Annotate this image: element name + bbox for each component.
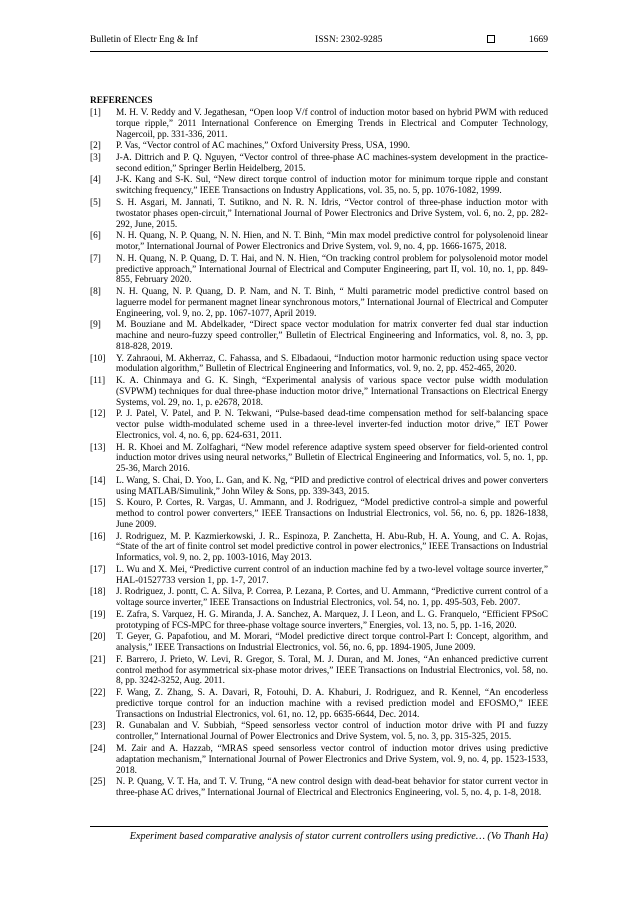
reference-item	[90, 610, 548, 632]
reference-number: [9]	[90, 320, 101, 331]
reference-number: [12]	[90, 409, 106, 420]
page-number: 1669	[528, 34, 548, 45]
reference-item	[90, 498, 548, 530]
reference-number: [1]	[90, 108, 101, 118]
reference-number: [25]	[90, 777, 106, 788]
reference-item	[90, 409, 548, 441]
reference-number: [18]	[90, 587, 106, 598]
reference-item	[90, 721, 548, 743]
reference-number: [21]	[90, 654, 106, 665]
reference-number: [24]	[90, 743, 106, 754]
reference-text: N. H. Quang, N. P. Quang, D. T. Hai, and N. N. Hien, “On tracking control problem for polysolenoid motor model predictive approach,” International Journal of Electrical and Computer Engineering, part II, vol. 10, no. 1, pp. 849-855, February 2020.	[116, 253, 548, 286]
reference-number: [16]	[90, 531, 106, 542]
reference-item	[90, 141, 548, 152]
reference-text: P. Vas, “Vector control of AC machines,” Oxford University Press, USA, 1990.	[116, 141, 410, 152]
reference-text: J. Rodriguez, M. P. Kazmierkowski, J. R.. Espinoza, P. Zanchetta, H. Abu-Rub, H. A. Young, and C. A. Rojas, “State of the art of finite control set model predictive control in power electronics,” IEEE Transactions on Industrial Informatics, vol. 9, no. 2, pp. 1003-1016, May 2013.	[116, 531, 548, 564]
reference-text: N. P. Quang, V. T. Ha, and T. V. Trung, “A new control design with dead-beat behavior for stator current vector in three-phase AC drives,” International Journal of Electrical and Electronics Engineering, vol. 5, no. 4, p. 1-8, 2018.	[116, 777, 548, 798]
reference-text: N. H. Quang, N. P. Quang, N. N. Hien, and N. T. Binh, “Min max model predictive control for polysolenoid linear motor,” International Journal of Power Electronics and Drive System, vol. 9, no. 4, pp. 1666-1675, 2018.	[116, 231, 548, 253]
reference-item	[90, 777, 548, 799]
header-rule	[90, 51, 548, 52]
reference-item	[90, 688, 548, 720]
reference-text: M. H. V. Reddy and V. Jegathesan, “Open loop V/f control of induction motor based on hybrid PWM with reduced torque ripple,” 2011 International Conference on Emerging Trends in Electrical and Computer Technology, Nagercoil, pp. 331-336, 2011.	[116, 108, 548, 140]
reference-text: J. Rodriguez, J. pontt, C. A. Silva, P. Correa, P. Lezana, P. Cortes, and U. Ammann, “Predictive current control of a voltage source inverter,” IEEE Transactions on Industrial Electronics, vol. 54, no. 1, pp. 495-503, Feb. 2007.	[116, 587, 548, 609]
reference-item	[90, 655, 548, 687]
reference-number: [14]	[90, 475, 106, 486]
reference-item	[90, 231, 548, 253]
checkbox-square-icon	[487, 35, 495, 43]
reference-text: N. H. Quang, N. P. Quang, D. P. Nam, and N. T. Binh, “ Multi parametric model predictive control based on laguerre model for permanent magnet linear synchronous motors,” International Journal of Electrical and Computer Engineering, vol. 9, no. 2, pp. 1067-1077, April 2019.	[116, 286, 548, 319]
reference-number: [22]	[90, 688, 106, 699]
reference-item	[90, 443, 548, 475]
issn: ISSN: 2302-9285	[315, 34, 383, 45]
reference-text: M. Zair and A. Hazzab, “MRAS speed sensorless vector control of induction motor drives using predictive adaptation mechanism,” International Journal of Power Electronics and Drive System, vol. 9, no. 4, pp. 1523-1533, 2018.	[116, 743, 548, 776]
reference-number: [2]	[90, 141, 101, 152]
reference-item	[90, 198, 548, 230]
reference-item	[90, 354, 548, 376]
reference-number: [7]	[90, 253, 101, 264]
running-footer: Experiment based comparative analysis of stator current controllers using predictive… (Vo Thanh Ha)	[129, 831, 548, 842]
reference-text: P. J. Patel, V. Patel, and P. N. Tekwani, “Pulse-based dead-time compensation method for self-balancing space vector pulse width-modulated scheme used in a three-level inverter-fed induction motor drive,” IET Power Electronics, vol. 4, no. 6, pp. 624-631, 2011.	[116, 409, 548, 441]
reference-item	[90, 108, 548, 140]
reference-item	[90, 587, 548, 609]
reference-number: [8]	[90, 286, 101, 297]
reference-text: T. Geyer, G. Papafotiou, and M. Morari, “Model predictive direct torque control-Part I: Concept, algorithm, and analysis,” IEEE Transactions on Industrial Electronics, vol. 56, no. 6, pp. 1894-1905, June 2009.	[116, 632, 548, 654]
reference-number: [10]	[90, 353, 106, 364]
reference-item	[90, 376, 548, 408]
reference-text: M. Bouziane and M. Abdelkader, “Direct space vector modulation for matrix converter fed dual star induction machine and neuro-fuzzy speed controller,” Bulletin of Electrical Engineering and Informatics, vol. 8, no. 3, pp. 818-828, 2019.	[116, 320, 548, 352]
reference-item	[90, 476, 548, 498]
reference-item	[90, 254, 548, 286]
reference-item	[90, 153, 548, 175]
reference-number: [15]	[90, 498, 106, 509]
reference-text: S. H. Asgari, M. Jannati, T. Sutikno, and N. R. N. Idris, “Vector control of three-phase induction motor with twostator phases open-circuit,” International Journal of Power Electronics and Drive System, vol. 6, no. 2, pp. 282-292, June, 2015.	[116, 197, 548, 230]
reference-text: F. Barrero, J. Prieto, W. Levi, R. Gregor, S. Toral, M. J. Duran, and M. Jones, “An enhanced predictive current control method for asymmetrical six-phase motor drives,” IEEE Transactions on Industrial Electronics, vol. 58, no. 8, pp. 3242-3252, Aug. 2011.	[116, 654, 548, 687]
reference-item	[90, 287, 548, 319]
reference-text: R. Gunabalan and V. Subbiah, “Speed sensorless vector control of induction motor drive with PI and fuzzy controller,” International Journal of Power Electronics and Drive System, vol. 5, no. 3, pp. 315-325, 2015.	[116, 721, 548, 743]
reference-text: S. Kouro, P. Cortes, R. Vargas, U. Ammann, and J. Rodriguez, “Model predictive control-a simple and powerful method to control power converters,” IEEE Transactions on Industrial Electronics, vol. 56, no. 6, pp. 1826-1838, June 2009.	[116, 498, 548, 530]
reference-item	[90, 320, 548, 352]
reference-number: [6]	[90, 231, 101, 242]
reference-text: J-K. Kang and S-K. Sul, “New direct torque control of induction motor for minimum torque ripple and constant switching frequency,” IEEE Transactions on Industry Applications, vol. 35, no. 5, pp. 1076-1082, 1999.	[116, 175, 548, 197]
reference-text: E. Zafra, S. Varquez, H. G. Miranda, J. A. Sanchez, A. Marquez, J. I Leon, and L. G. Franquelo, “Efficient FPSoC prototyping of FCS-MPC for three-phase voltage source inverters,” Energies, vol. 13, no. 5, pp. 1-16, 2020.	[116, 609, 548, 631]
reference-item	[90, 565, 548, 587]
reference-text: K. A. Chinmaya and G. K. Singh, “Experimental analysis of various space vector pulse width modulation (SVPWM) techniques for dual three-phase induction motor drive,” International Transactions on Electrical Energy Systems, vol. 29, no. 1, p. e2678, 2018.	[116, 376, 548, 408]
reference-list	[90, 108, 548, 800]
reference-text: F. Wang, Z. Zhang, S. A. Davari, R, Fotouhi, D. A. Khaburi, J. Rodriguez, and R. Kennel, “An encoderless predictive torque control for an induction machine with a revised prediction model and EFOSMO,” IEEE Transactions on Industrial Electronics, vol. 61, no. 12, pp. 6635-6644, Dec. 2014.	[116, 688, 548, 720]
reference-number: [4]	[90, 175, 101, 186]
reference-number: [17]	[90, 564, 106, 575]
reference-number: [20]	[90, 632, 106, 643]
reference-number: [23]	[90, 721, 106, 732]
footer-rule	[90, 826, 548, 827]
reference-item	[90, 632, 548, 654]
reference-item	[90, 175, 548, 197]
journal-name: Bulletin of Electr Eng & Inf	[90, 34, 198, 45]
reference-text: H. R. Khoei and M. Zolfaghari, “New model reference adaptive system speed observer for field-oriented control induction motor drives using neural networks,” Bulletin of Electrical Engineering and Informatics, vol. 5, no. 1, pp. 25-36, March 2016.	[116, 442, 548, 475]
reference-number: [11]	[90, 376, 106, 387]
reference-text: L. Wu and X. Mei, “Predictive current control of an induction machine fed by a two-level voltage source inverter,” HAL-01527733 version 1, pp. 1-7, 2017.	[116, 564, 548, 586]
reference-number: [5]	[90, 197, 101, 208]
reference-text: L. Wang, S. Chai, D. Yoo, L. Gan, and K. Ng, “PID and predictive control of electrical drives and power converters using MATLAB/Simulink,” John Wiley & Sons, pp. 339-343, 2015.	[116, 475, 548, 497]
reference-text: J-A. Dittrich and P. Q. Nguyen, “Vector control of three-phase AC machines-system development in the practice-second edition,” Springer Berlin Heidelberg, 2015.	[116, 152, 548, 174]
reference-number: [13]	[90, 442, 106, 453]
reference-number: [3]	[90, 152, 101, 163]
running-header	[90, 34, 548, 50]
reference-item	[90, 744, 548, 776]
reference-text: Y. Zahraoui, M. Akherraz, C. Fahassa, and S. Elbadaoui, “Induction motor harmonic reduction using space vector modulation algorithm,” Bulletin of Electrical Engineering and Informatics, vol. 9, no. 2, pp. 452-465, 2020.	[116, 353, 548, 375]
reference-number: [19]	[90, 609, 106, 620]
references-heading: REFERENCES	[90, 96, 153, 106]
reference-item	[90, 532, 548, 564]
